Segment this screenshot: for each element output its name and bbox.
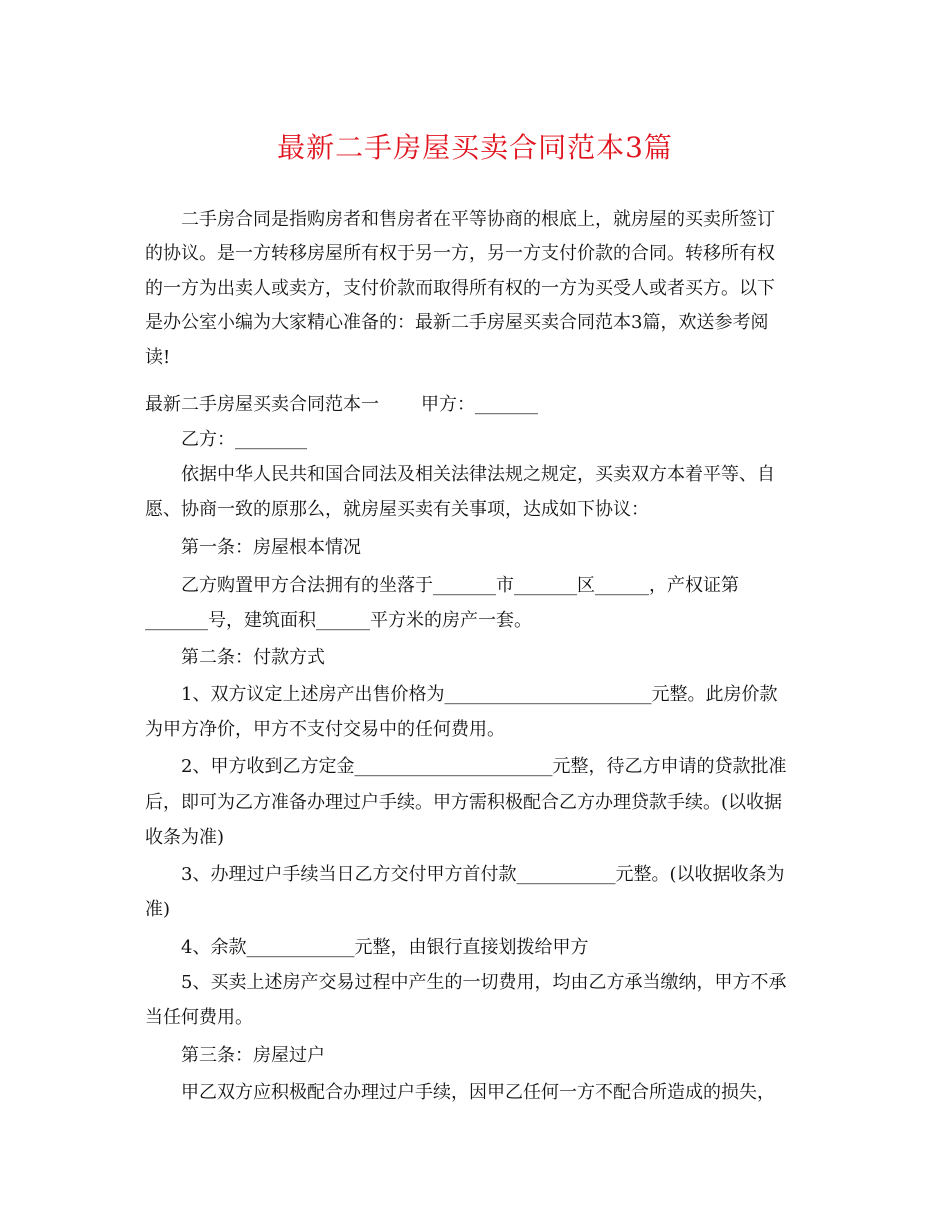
text-line: 愿、协商一致的原那么，就房屋买卖有关事项，达成如下协议： (145, 499, 649, 520)
text-line: 是办公室小编为大家精心准备的：最新二手房屋买卖合同范本3篇，欢送参考阅 (145, 312, 769, 333)
contract-heading-title: 最新二手房屋买卖合同范本一 (145, 394, 379, 415)
text-line: 依据中华人民共和国合同法及相关法律法规之规定，买卖双方本着平等、自 (181, 464, 775, 485)
text-line: 5、买卖上述房产交易过程中产生的一切费用，均由乙方承当缴纳，甲方不承 (181, 972, 787, 993)
text-line: 读! (145, 347, 171, 368)
text-line: 的一方为出卖人或卖方，支付价款而取得所有权的一方为买受人或者买方。以下 (145, 278, 775, 299)
text-line: 准) (145, 899, 171, 920)
section-heading: 第一条：房屋根本情况 (181, 537, 361, 558)
text-line: 2、甲方收到乙方定金______________________元整，待乙方申请的贷款批准 (181, 756, 787, 777)
text-line: 为甲方净价，甲方不支付交易中的任何费用。 (145, 719, 505, 740)
text-line: _______号，建筑面积______平方米的房产一套。 (145, 610, 532, 631)
text-line: 4、余款____________元整，由银行直接划拨给甲方 (181, 937, 589, 958)
text-line: 收条为准) (145, 827, 225, 848)
text-line: 后，即可为乙方准备办理过户手续。甲方需积极配合乙方办理贷款手续。(以收据 (145, 792, 783, 813)
text-line: 甲乙双方应积极配合办理过户手续，因甲乙任何一方不配合所造成的损失， (181, 1082, 775, 1103)
text-line: 当任何费用。 (145, 1007, 253, 1028)
text-line: 1、双方议定上述房产出售价格为_______________________元整。此房价款 (181, 684, 778, 705)
contract-heading (145, 393, 538, 417)
text-line: 的协议。是一方转移房屋所有权于另一方，另一方支付价款的合同。转移所有权 (145, 243, 775, 264)
party-b-field: 乙方：________ (181, 429, 307, 450)
text-line: 3、办理过户手续当日乙方交付甲方首付款___________元整。(以收据收条为 (181, 864, 785, 885)
text-line: 乙方购置甲方合法拥有的坐落于_______市_______区______，产权证第 (181, 575, 739, 596)
section-heading: 第二条：付款方式 (181, 647, 325, 668)
text-line: 二手房合同是指购房者和售房者在平等协商的根底上，就房屋的买卖所签订 (181, 209, 775, 230)
party-a-field: 甲方：_______ (421, 394, 538, 415)
document-title: 最新二手房屋买卖合同范本3篇 (277, 131, 673, 164)
section-heading: 第三条：房屋过户 (181, 1045, 325, 1066)
